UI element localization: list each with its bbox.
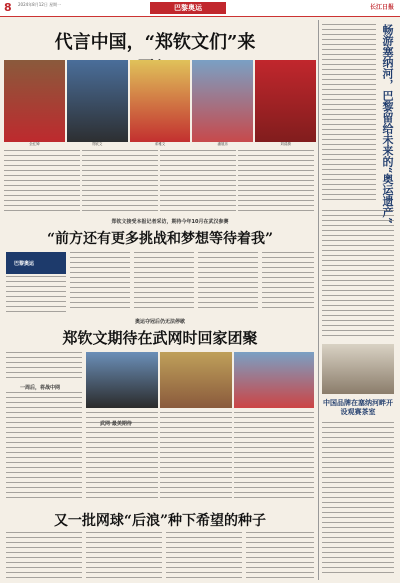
news-photo — [234, 352, 314, 408]
body-text-column — [160, 150, 236, 212]
lower-subhead-2: 武网·最美期待 — [100, 421, 132, 427]
body-text-column — [160, 412, 232, 502]
photo-caption: 全红婵 — [4, 142, 65, 147]
athlete-photo — [4, 60, 65, 147]
body-text-column — [82, 150, 158, 212]
athlete-photo — [67, 60, 128, 147]
lower-headline: 郑钦文期待在武网时回家团聚 — [62, 329, 258, 347]
news-photo — [160, 352, 232, 408]
athlete-photo — [130, 60, 191, 147]
body-text-column — [6, 532, 82, 580]
side-body-text — [322, 422, 394, 577]
athlete-photo — [255, 60, 316, 147]
body-text-column — [6, 352, 82, 382]
middle-kicker: 郑钦文接受本报记者采访，期待今年10月在武汉参赛 — [111, 219, 229, 225]
body-text-column — [4, 150, 80, 212]
body-text-column — [6, 392, 82, 502]
column-divider — [318, 20, 319, 580]
right-lower-headline: 中国品牌在塞纳河畔开设观赛茶室 — [323, 398, 393, 416]
page-header — [0, 0, 400, 17]
athlete-photo — [192, 60, 253, 147]
body-text-column — [262, 252, 314, 312]
section-label: 巴黎奥运 — [150, 2, 226, 14]
middle-headline: “前方还有更多挑战和梦想等待着我” — [46, 231, 274, 247]
tea-room-photo — [322, 344, 394, 394]
news-photo — [86, 352, 158, 408]
photo-caption: 潘展乐 — [192, 142, 253, 147]
photo-caption: 邓雅文 — [130, 142, 191, 147]
athlete-photo-strip — [4, 60, 316, 147]
body-text-column — [198, 252, 258, 312]
lower-subhead-1: 一周后，将战中网 — [20, 385, 61, 391]
body-text-column — [166, 532, 242, 580]
top-headline: 代言中国，“郑钦文们”来 — [54, 32, 256, 53]
bottom-headline: 又一批网球“后浪”种下希望的种子 — [53, 513, 267, 529]
side-body-text — [322, 210, 394, 340]
lower-kicker: 奥运夺冠后仍无法停歇 — [134, 319, 185, 325]
body-text-column — [234, 412, 314, 502]
column-logo-box — [6, 252, 66, 274]
side-story-title: 畅游塞纳河，巴黎留给未来的“奥运遗产” — [381, 24, 394, 224]
body-text-column — [246, 532, 314, 580]
issue-meta: 2024年8月12日 星期一 — [18, 2, 62, 7]
body-text-column — [70, 252, 130, 312]
page-number: 8 — [4, 1, 12, 14]
photo-caption: 刘清漪 — [255, 142, 316, 147]
body-text-column — [134, 252, 194, 312]
body-text-column — [6, 276, 66, 312]
body-text-column — [86, 532, 162, 580]
column-badge: 巴黎奥运 — [14, 261, 35, 267]
side-body-text — [322, 24, 376, 204]
masthead-logo: 长江日报 — [370, 4, 395, 11]
photo-caption: 郑钦文 — [67, 142, 128, 147]
body-text-column — [238, 150, 314, 212]
